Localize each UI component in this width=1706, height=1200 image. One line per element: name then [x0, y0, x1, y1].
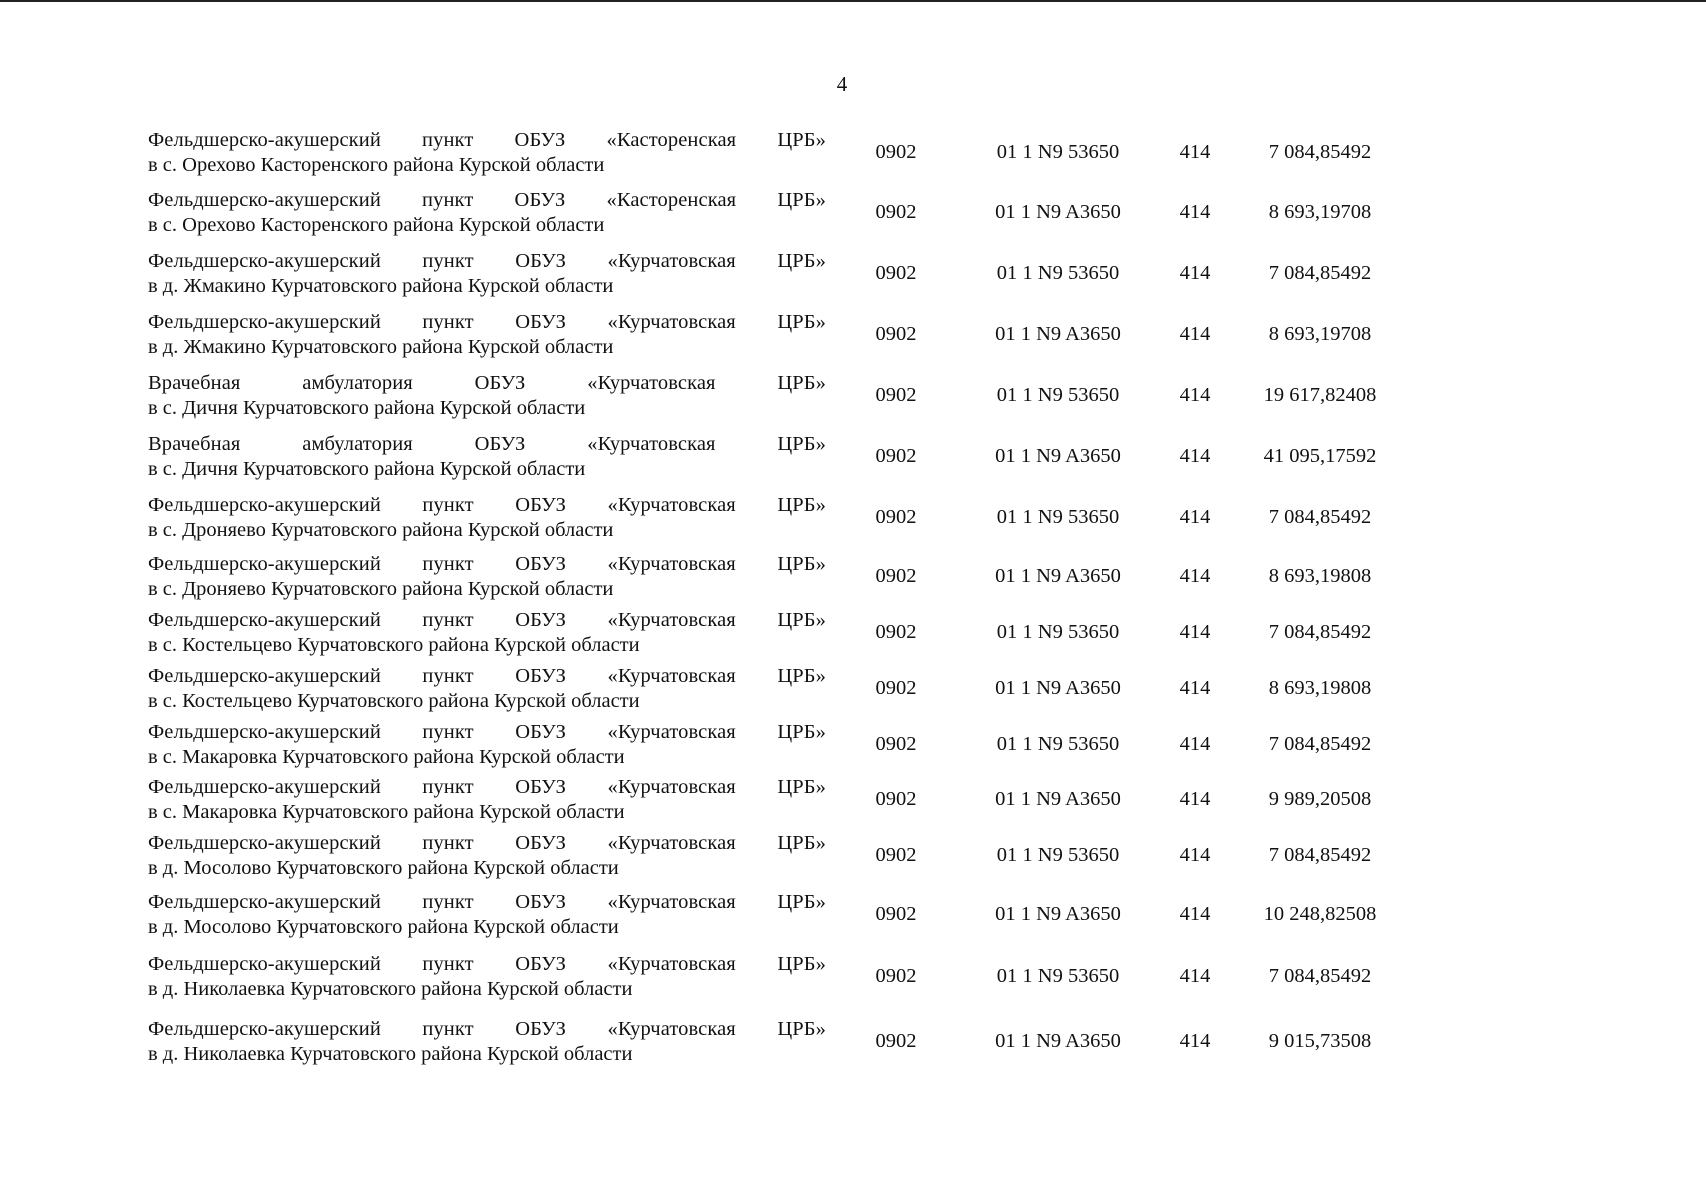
amount-value: 8 693,19708: [1268, 323, 1372, 345]
institution-name-line1: [148, 552, 826, 577]
amount-value: 8 693,19808: [1268, 565, 1372, 587]
table-row: [148, 249, 1372, 301]
section-code: 0902: [875, 445, 917, 467]
section-code: 0902: [875, 565, 917, 587]
name-word: ОБУЗ: [515, 494, 567, 516]
name-word: Фельдшерско-акушерский: [148, 250, 381, 272]
name-word: пункт: [422, 189, 474, 211]
target-article-code: 01 1 N9 53650: [996, 384, 1120, 406]
name-word: пункт: [422, 721, 474, 743]
name-word: пункт: [422, 1018, 474, 1040]
institution-name: [148, 890, 826, 940]
amount-value: 7 084,85492: [1268, 621, 1372, 643]
institution-name-line1: [148, 608, 826, 633]
expense-type-code: 414: [1179, 621, 1211, 643]
target-article-code: 01 1 N9 A3650: [995, 903, 1121, 925]
name-word: ОБУЗ: [515, 553, 567, 575]
institution-location: в д. Николаевка Курчатовского района Курской области: [148, 1043, 633, 1065]
table-row: [148, 608, 1372, 660]
section-code: 0902: [875, 262, 917, 284]
name-word: пункт: [422, 665, 474, 687]
target-article-code: 01 1 N9 A3650: [995, 445, 1121, 467]
institution-name: [148, 188, 826, 238]
institution-name-line1: [148, 310, 826, 335]
institution-location: в д. Жмакино Курчатовского района Курской области: [148, 336, 614, 358]
name-word-crb: ЦРБ»: [777, 832, 826, 854]
amount-value: 10 248,82508: [1263, 903, 1377, 925]
name-word: пункт: [422, 250, 474, 272]
target-article-code: 01 1 N9 53650: [996, 262, 1120, 284]
name-word: «Касторенская: [606, 189, 737, 211]
institution-name-line1: [148, 831, 826, 856]
name-word: «Курчатовская: [607, 776, 736, 798]
institution-name-line1: [148, 371, 826, 396]
name-word: ОБУЗ: [515, 609, 567, 631]
expense-type-code: 414: [1179, 788, 1211, 810]
name-word-crb: ЦРБ»: [777, 665, 826, 687]
name-word-crb: ЦРБ»: [777, 311, 826, 333]
institution-name-line1: [148, 1017, 826, 1042]
section-code: 0902: [875, 677, 917, 699]
institution-name: [148, 310, 826, 360]
name-word: ОБУЗ: [515, 891, 567, 913]
amount-value: 7 084,85492: [1268, 141, 1372, 163]
amount-value: 7 084,85492: [1268, 262, 1372, 284]
institution-name: [148, 371, 826, 421]
name-word-crb: ЦРБ»: [777, 1018, 826, 1040]
name-word: пункт: [422, 891, 474, 913]
table-row: [148, 188, 1372, 240]
expense-type-code: 414: [1179, 445, 1211, 467]
name-word: Фельдшерско-акушерский: [148, 189, 381, 211]
name-word: Фельдшерско-акушерский: [148, 953, 381, 975]
expense-type-code: 414: [1179, 506, 1211, 528]
name-word: пункт: [422, 129, 474, 151]
name-word: пункт: [422, 953, 474, 975]
table-row: [148, 890, 1377, 942]
name-word: ОБУЗ: [515, 776, 567, 798]
amount-value: 7 084,85492: [1268, 844, 1372, 866]
section-code: 0902: [875, 201, 917, 223]
name-word: «Курчатовская: [607, 250, 736, 272]
target-article-code: 01 1 N9 53650: [996, 844, 1120, 866]
name-word-crb: ЦРБ»: [777, 776, 826, 798]
name-word: Фельдшерско-акушерский: [148, 891, 381, 913]
expense-type-code: 414: [1179, 844, 1211, 866]
table-row: [148, 493, 1372, 545]
name-word-crb: ЦРБ»: [777, 609, 826, 631]
target-article-code: 01 1 N9 A3650: [995, 1030, 1121, 1052]
target-article-code: 01 1 N9 53650: [996, 733, 1120, 755]
name-word-crb: ЦРБ»: [777, 372, 827, 394]
section-code: 0902: [875, 141, 917, 163]
institution-name: [148, 249, 826, 299]
section-code: 0902: [875, 903, 917, 925]
name-word: амбулатория: [302, 433, 413, 455]
table-row: [148, 1017, 1372, 1069]
target-article-code: 01 1 N9 A3650: [995, 201, 1121, 223]
table-row: [148, 775, 1372, 827]
name-word: пункт: [422, 832, 474, 854]
table-row: [148, 310, 1372, 362]
name-word: «Курчатовская: [587, 372, 716, 394]
name-word: Фельдшерско-акушерский: [148, 609, 381, 631]
institution-name: [148, 775, 826, 825]
target-article-code: 01 1 N9 A3650: [995, 677, 1121, 699]
name-word: ОБУЗ: [514, 129, 566, 151]
institution-name: [148, 493, 826, 543]
expense-type-code: 414: [1179, 565, 1211, 587]
table-row: [148, 128, 1372, 180]
section-code: 0902: [875, 506, 917, 528]
name-word: «Курчатовская: [607, 953, 736, 975]
amount-value: 7 084,85492: [1268, 733, 1372, 755]
target-article-code: 01 1 N9 53650: [996, 506, 1120, 528]
target-article-code: 01 1 N9 A3650: [995, 788, 1121, 810]
name-word: «Курчатовская: [607, 311, 736, 333]
name-word: Фельдшерско-акушерский: [148, 129, 381, 151]
name-word: амбулатория: [302, 372, 413, 394]
name-word: Фельдшерско-акушерский: [148, 665, 381, 687]
name-word: Врачебная: [148, 433, 241, 455]
target-article-code: 01 1 N9 53650: [996, 621, 1120, 643]
name-word: Фельдшерско-акушерский: [148, 1018, 381, 1040]
name-word: ОБУЗ: [515, 250, 567, 272]
table-row: [148, 371, 1377, 423]
name-word: Фельдшерско-акушерский: [148, 721, 381, 743]
expense-type-code: 414: [1179, 733, 1211, 755]
name-word: ОБУЗ: [515, 665, 567, 687]
institution-name: [148, 952, 826, 1002]
page-number: 4: [836, 72, 848, 96]
name-word-crb: ЦРБ»: [777, 433, 827, 455]
table-row: [148, 664, 1372, 716]
expense-type-code: 414: [1179, 384, 1211, 406]
institution-location: в с. Костельцево Курчатовского района Курской области: [148, 634, 640, 656]
name-word: «Курчатовская: [607, 721, 736, 743]
name-word: ОБУЗ: [515, 721, 567, 743]
institution-name-line1: [148, 493, 826, 518]
amount-value: 9 989,20508: [1268, 788, 1372, 810]
institution-name: [148, 1017, 826, 1067]
institution-location: в д. Николаевка Курчатовского района Курской области: [148, 978, 633, 1000]
institution-name-line1: [148, 432, 826, 457]
amount-value: 19 617,82408: [1263, 384, 1377, 406]
amount-value: 9 015,73508: [1268, 1030, 1372, 1052]
name-word: «Курчатовская: [607, 494, 736, 516]
target-article-code: 01 1 N9 53650: [996, 965, 1120, 987]
name-word-crb: ЦРБ»: [777, 129, 826, 151]
expense-type-code: 414: [1179, 677, 1211, 699]
institution-name: [148, 552, 826, 602]
table-row: [148, 831, 1372, 883]
name-word: ОБУЗ: [515, 311, 567, 333]
name-word: Фельдшерско-акушерский: [148, 776, 381, 798]
name-word: «Курчатовская: [607, 891, 736, 913]
expense-type-code: 414: [1179, 1030, 1211, 1052]
amount-value: 8 693,19708: [1268, 201, 1372, 223]
institution-name-line1: [148, 128, 826, 153]
institution-name-line1: [148, 775, 826, 800]
name-word: ОБУЗ: [514, 189, 566, 211]
institution-name-line1: [148, 720, 826, 745]
institution-name-line1: [148, 249, 826, 274]
section-code: 0902: [875, 965, 917, 987]
section-code: 0902: [875, 1030, 917, 1052]
name-word: Фельдшерско-акушерский: [148, 832, 381, 854]
institution-location: в с. Дроняево Курчатовского района Курской области: [148, 578, 614, 600]
institution-location: в д. Мосолово Курчатовского района Курской области: [148, 857, 619, 879]
institution-location: в с. Костельцево Курчатовского района Курской области: [148, 690, 640, 712]
table-row: [148, 552, 1372, 604]
name-word: ОБУЗ: [515, 832, 567, 854]
expense-type-code: 414: [1179, 903, 1211, 925]
table-row: [148, 720, 1372, 772]
name-word: пункт: [422, 609, 474, 631]
institution-name: [148, 432, 826, 482]
institution-name: [148, 128, 826, 178]
section-code: 0902: [875, 384, 917, 406]
name-word-crb: ЦРБ»: [777, 891, 826, 913]
name-word: Фельдшерско-акушерский: [148, 553, 381, 575]
target-article-code: 01 1 N9 A3650: [995, 565, 1121, 587]
name-word: «Курчатовская: [587, 433, 716, 455]
name-word-crb: ЦРБ»: [777, 189, 826, 211]
amount-value: 7 084,85492: [1268, 965, 1372, 987]
expense-type-code: 414: [1179, 201, 1211, 223]
institution-location: в с. Дичня Курчатовского района Курской области: [148, 458, 586, 480]
name-word: ОБУЗ: [515, 953, 567, 975]
name-word: пункт: [422, 311, 474, 333]
section-code: 0902: [875, 733, 917, 755]
name-word: «Касторенская: [606, 129, 737, 151]
institution-location: в д. Жмакино Курчатовского района Курской области: [148, 275, 614, 297]
name-word: пункт: [422, 494, 474, 516]
name-word: «Курчатовская: [607, 832, 736, 854]
institution-location: в с. Макаровка Курчатовского района Курской области: [148, 746, 625, 768]
section-code: 0902: [875, 621, 917, 643]
institution-location: в с. Дичня Курчатовского района Курской области: [148, 397, 586, 419]
name-word-crb: ЦРБ»: [777, 953, 826, 975]
target-article-code: 01 1 N9 53650: [996, 141, 1120, 163]
institution-name: [148, 608, 826, 658]
name-word-crb: ЦРБ»: [777, 721, 826, 743]
name-word: Врачебная: [148, 372, 241, 394]
institution-name-line1: [148, 952, 826, 977]
institution-location: в д. Мосолово Курчатовского района Курской области: [148, 916, 619, 938]
name-word: ОБУЗ: [474, 372, 526, 394]
amount-value: 8 693,19808: [1268, 677, 1372, 699]
expense-type-code: 414: [1179, 323, 1211, 345]
name-word: «Курчатовская: [607, 1018, 736, 1040]
section-code: 0902: [875, 844, 917, 866]
target-article-code: 01 1 N9 A3650: [995, 323, 1121, 345]
amount-value: 7 084,85492: [1268, 506, 1372, 528]
name-word-crb: ЦРБ»: [777, 494, 826, 516]
table-row: [148, 432, 1377, 484]
name-word: ОБУЗ: [515, 1018, 567, 1040]
institution-name: [148, 664, 826, 714]
expense-type-code: 414: [1179, 262, 1211, 284]
name-word: ОБУЗ: [474, 433, 526, 455]
expense-type-code: 414: [1179, 141, 1211, 163]
institution-name: [148, 720, 826, 770]
name-word-crb: ЦРБ»: [777, 250, 826, 272]
institution-location: в с. Макаровка Курчатовского района Курской области: [148, 801, 625, 823]
expense-type-code: 414: [1179, 965, 1211, 987]
institution-name-line1: [148, 664, 826, 689]
name-word: «Курчатовская: [607, 553, 736, 575]
name-word: «Курчатовская: [607, 609, 736, 631]
scan-top-border: [0, 0, 1706, 2]
section-code: 0902: [875, 323, 917, 345]
institution-name: [148, 831, 826, 881]
institution-location: в с. Орехово Касторенского района Курской области: [148, 214, 605, 236]
section-code: 0902: [875, 788, 917, 810]
name-word: Фельдшерско-акушерский: [148, 311, 381, 333]
institution-location: в с. Дроняево Курчатовского района Курской области: [148, 519, 614, 541]
name-word: «Курчатовская: [607, 665, 736, 687]
institution-name-line1: [148, 890, 826, 915]
institution-name-line1: [148, 188, 826, 213]
name-word: Фельдшерско-акушерский: [148, 494, 381, 516]
name-word: пункт: [422, 553, 474, 575]
amount-value: 41 095,17592: [1263, 445, 1377, 467]
name-word: пункт: [422, 776, 474, 798]
institution-location: в с. Орехово Касторенского района Курской области: [148, 154, 605, 176]
name-word-crb: ЦРБ»: [777, 553, 826, 575]
table-row: [148, 952, 1372, 1004]
